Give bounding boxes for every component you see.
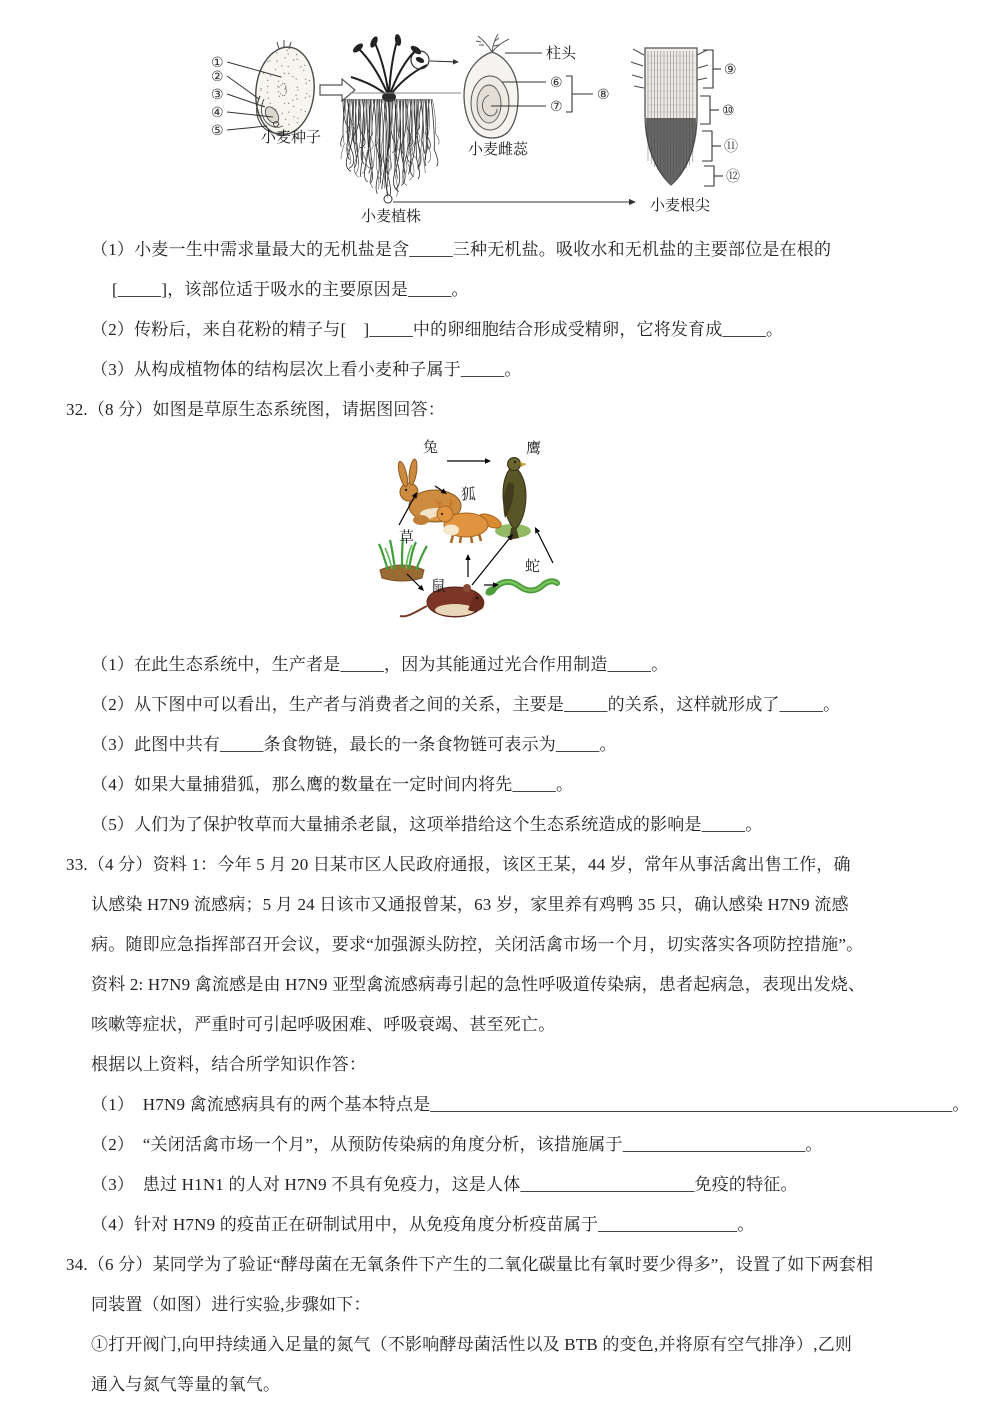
q33-line4: 资料 2: H7N9 禽流感是由 H7N9 亚型禽流感病毒引起的急性呼吸道传染病，患者起病急，表现出发烧、 [91,975,866,994]
q34-line3: ①打开阀门,向甲持续通入足量的氮气（不影响酵母菌活性以及 BTB 的变色,并将原有空气排净）,乙则 [91,1335,853,1354]
q32-part4: （4）如果大量捕猎狐，那么鹰的数量在一定时间内将先_____。 [91,775,574,794]
q32-part2: （2）从下图中可以看出，生产者与消费者之间的关系，主要是_____的关系，这样就形成了_____。 [91,695,841,714]
q31-part3: （3）从构成植物体的结构层次上看小麦种子属于_____。 [91,360,522,379]
wheat-plant-label: 小麦植株 [361,209,422,225]
q31-part1-line1: （1）小麦一生中需求量最大的无机盐是含_____三种无机盐。吸收水和无机盐的主要部位是在根的 [91,240,832,259]
callout-11: ⑪ [724,140,738,155]
eagle-label: 鹰 [526,441,542,457]
wheat-figure [0,0,992,230]
q32-part3: （3）此图中共有_____条食物链，最长的一条食物链可表示为_____。 [91,735,617,754]
snake-label: 蛇 [525,559,541,575]
q33-line2: 认感染 H7N9 流感病；5 月 24 日该市又通报曾某，63 岁，家里养有鸡鸭 35 只，确认感染 H7N9 流感 [91,895,849,914]
q33-line6: 根据以上资料，结合所学知识作答： [91,1055,367,1074]
stigma-label: 柱头 [546,46,577,62]
q31-part2: （2）传粉后，来自花粉的精子与[ ]_____中的卵细胞结合形成受精卵，它将发育成_____。 [91,320,784,339]
q34-line1: 34.（6 分）某同学为了验证“酵母菌在无氧条件下产生的二氧化碳量比有氧时要少得多”，设置了如下两套相 [66,1255,874,1274]
wheat-roottip-label: 小麦根尖 [650,198,711,214]
wheat-figure-svg [0,0,992,230]
callout-12: ⑫ [726,170,740,185]
food-web-svg [363,430,653,645]
eagle-image [495,458,531,541]
q31-part1-line2: [_____]，该部位适于吸水的主要原因是_____。 [112,280,469,299]
q32-part1: （1）在此生态系统中，生产者是_____，因为其能通过光合作用制造_____。 [91,655,669,674]
callout-5: ⑤ [211,124,224,139]
callout-7: ⑦ [550,100,563,115]
callout-1: ① [211,56,224,71]
q33-part3: （3） 患过 H1N1 的人对 H7N9 不具有免疫力，这是人体____________________免疫的特征。 [91,1175,798,1194]
q33-part2: （2） “关闭活禽市场一个月”，从预防传染病的角度分析，该措施属于_____________________。 [91,1135,823,1154]
q33-line3: 病。随即应急指挥部召开会议，要求“加强源头防控，关闭活禽市场一个月，切实落实各项防控措施”。 [91,935,864,954]
mouse-label: 鼠 [431,579,447,595]
callout-4: ④ [211,106,224,121]
callout-3: ③ [211,88,224,103]
q33-line5: 咳嗽等症状，严重时可引起呼吸困难、呼吸衰竭、甚至死亡。 [91,1015,556,1034]
grass-label: 草 [399,530,415,546]
rabbit-label: 兔 [423,440,439,456]
wheat-pistil-diagram [464,34,610,158]
wheat-seed-label: 小麦种子 [261,130,322,146]
callout-2: ② [211,70,224,85]
wheat-roottip-diagram [631,48,740,214]
fox-label: 狐 [461,487,477,503]
callout-10: ⑩ [722,104,735,119]
callout-8: ⑧ [597,88,610,103]
q33-line1: 33.（4 分）资料 1：今年 5 月 20 日某市区人民政府通报，该区王某，44 岁，常年从事活禽出售工作，确 [66,855,851,874]
q32-header: 32.（8 分）如图是草原生态系统图，请据图回答： [66,400,445,419]
ecosystem-figure [0,430,992,645]
q33-part1: （1） H7N9 禽流感病具有的两个基本特点是____________________________________________________________。 [91,1095,970,1114]
q34-line4: 通入与氮气等量的氧气。 [91,1375,281,1394]
wheat-seed-diagram [211,40,321,146]
q33-part4: （4）针对 H7N9 的疫苗正在研制试用中，从免疫角度分析疫苗属于________________。 [91,1215,755,1234]
callout-6: ⑥ [550,76,563,91]
fox-image [429,498,503,543]
block-arrow-icon [320,79,355,101]
wheat-pistil-label: 小麦雌蕊 [468,142,529,158]
callout-9: ⑨ [724,63,737,78]
q34-line2: 同装置（如图）进行实验,步骤如下： [91,1295,371,1314]
q32-part5: （5）人们为了保护牧草而大量捕杀老鼠，这项举措给这个生态系统造成的影响是_____。 [91,815,763,834]
wheat-plant-diagram [341,34,461,225]
